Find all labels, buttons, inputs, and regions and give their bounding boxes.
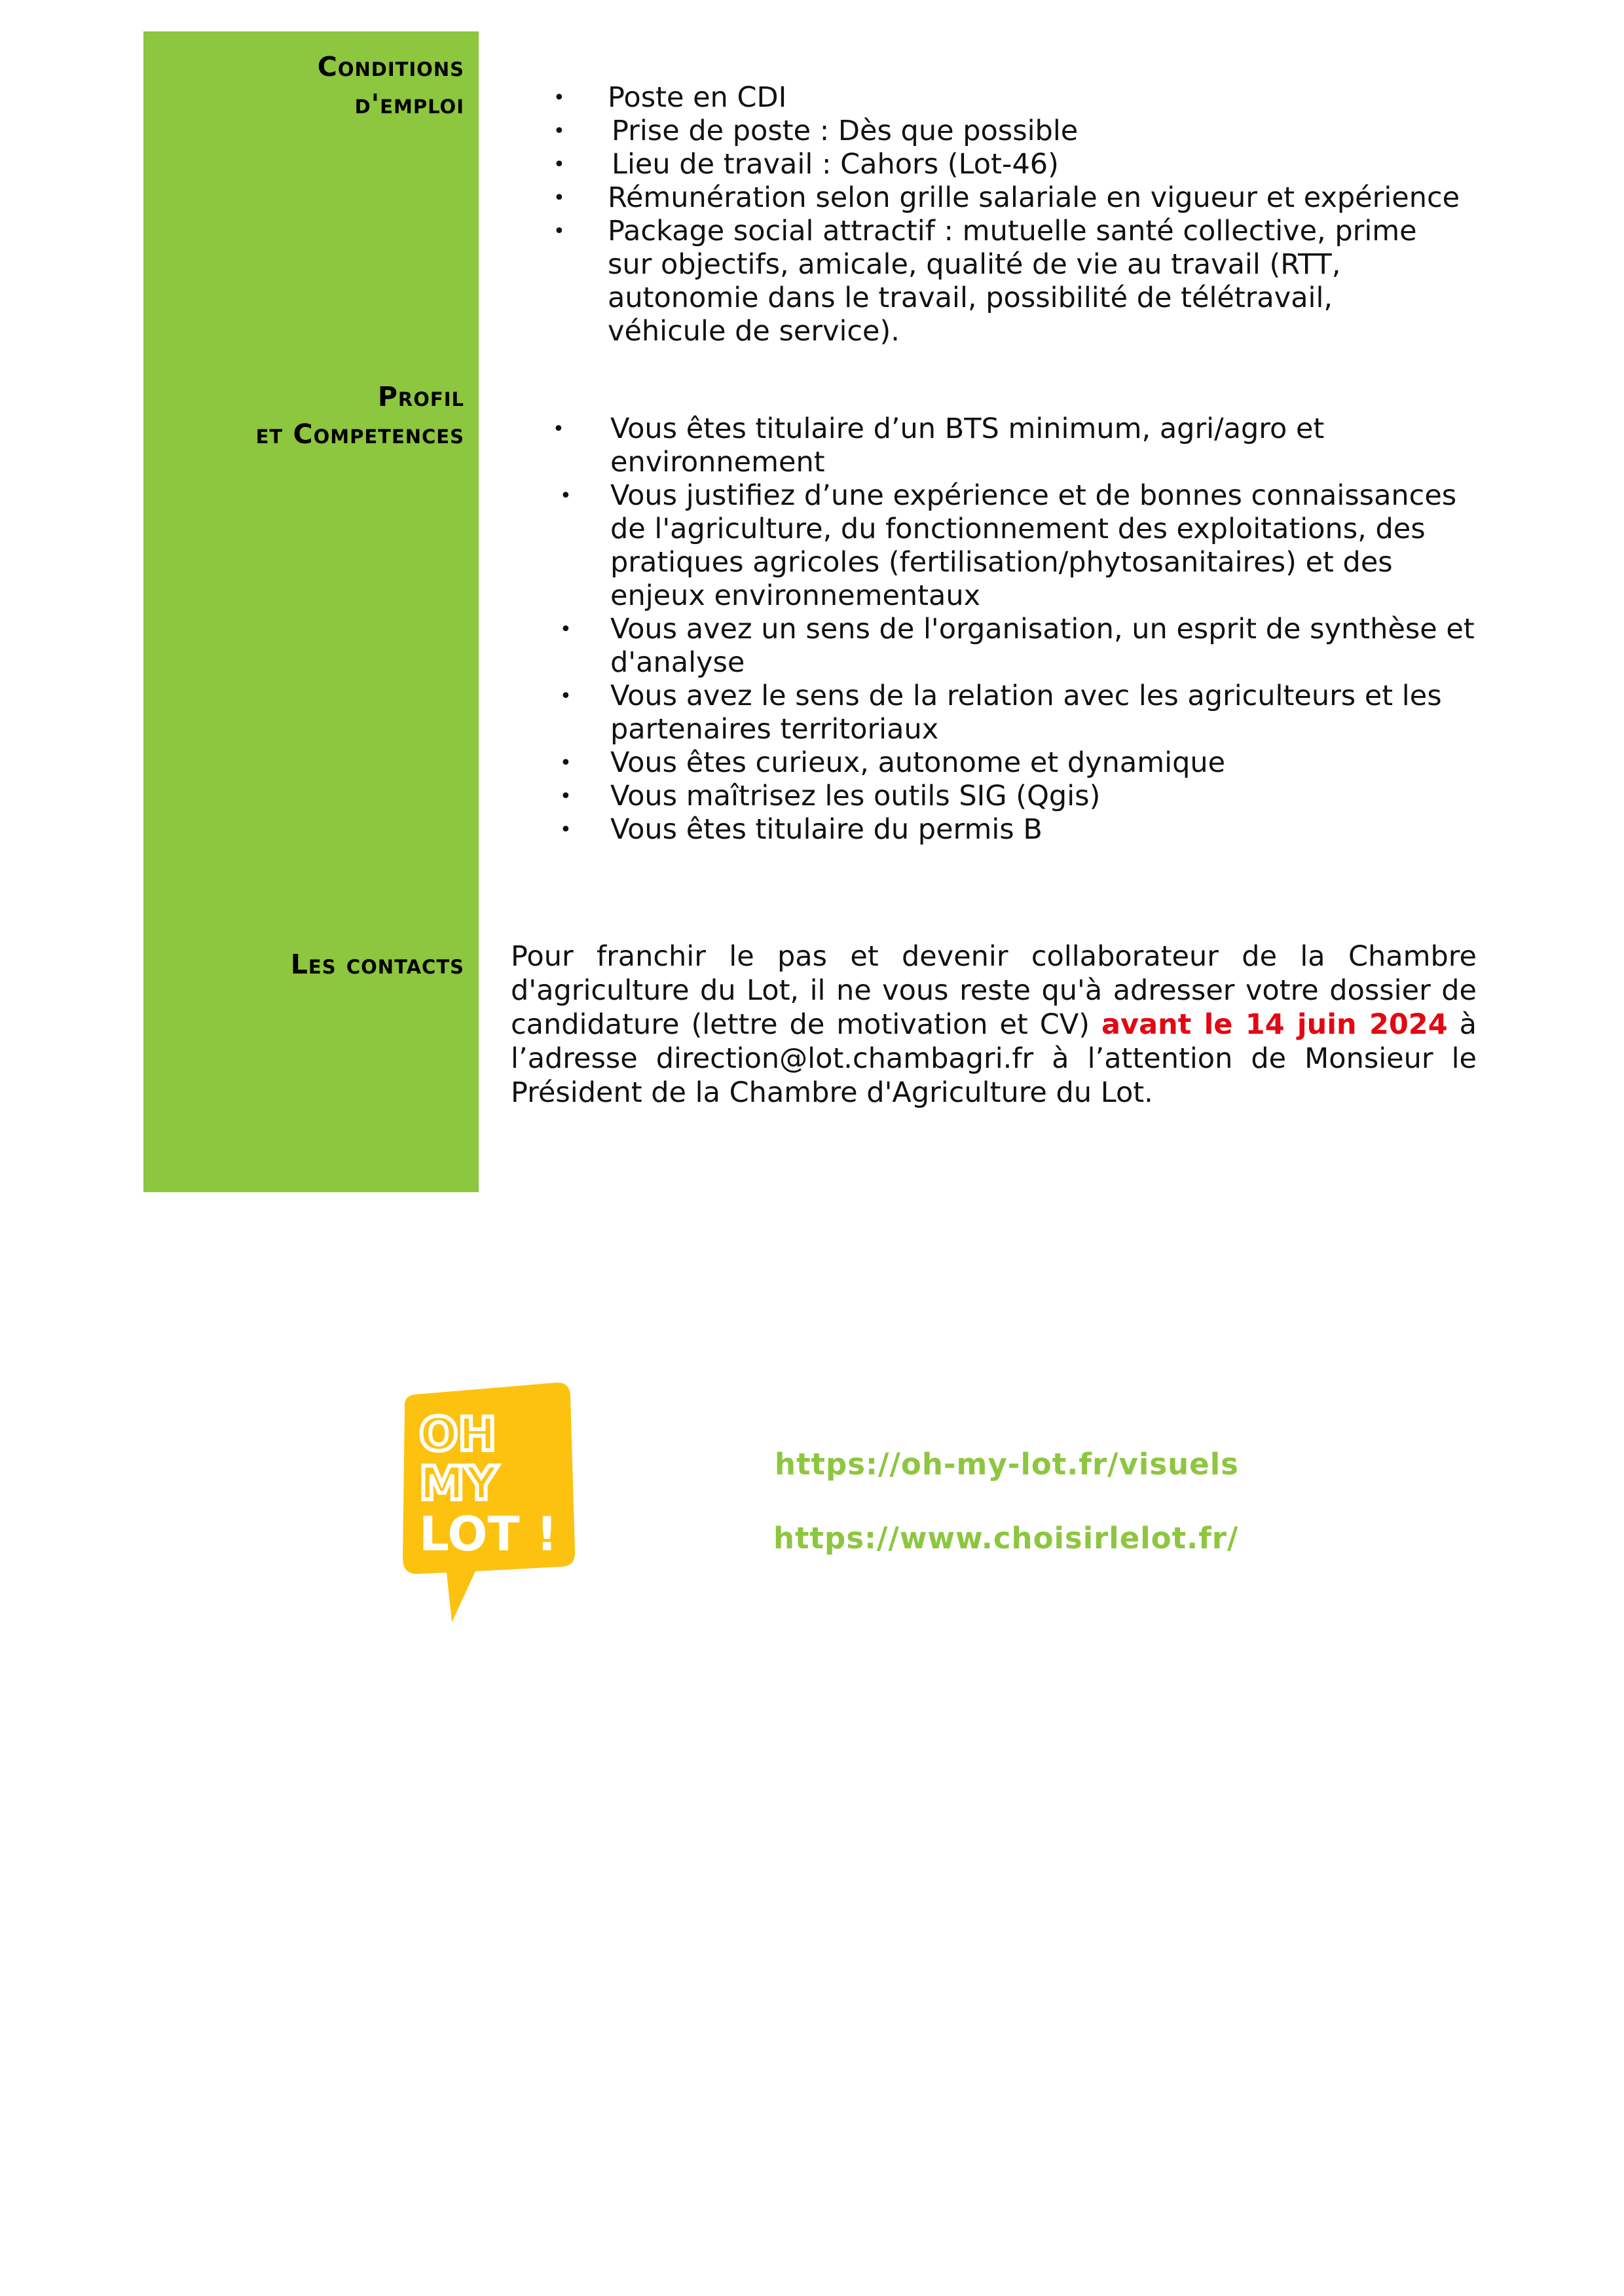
list-item: • Vous êtes titulaire d’un BTS minimum, agri/agro et environnement [553, 412, 1325, 479]
conditions-title-line1: Conditions [317, 51, 464, 82]
contacts-paragraph: Pour franchir le pas et devenir collaborateur de la Chambre d'agriculture du Lot, il ne vous reste qu'à adresser votre dossier de candidature (lettre de motivation et CV) avant le 14 juin 2024 à l’adresse direction@lot.chambagri.fr à l’attention de Monsieur le Président de la Chambre d'Agriculture du Lot. [511, 940, 1477, 1109]
oh-my-lot-logo [392, 1381, 578, 1624]
list-item: • Vous maîtrisez les outils SIG (Qgis) [560, 780, 1101, 812]
deadline-highlight: avant le 14 juin 2024 [1101, 1008, 1448, 1041]
list-item: • Package social attractif : mutuelle santé collective, prime sur objectifs, amicale, qualité de vie au travail (RTT, autonomie dans le travail, possibilité de télétravail, véhicule de service). [553, 215, 1417, 348]
profil-title-line2: et Competences [255, 418, 464, 450]
conditions-list [553, 81, 1472, 348]
profil-list [553, 412, 1481, 847]
list-item: • Prise de poste : Dès que possible [553, 115, 1079, 147]
logo-text-my: MY [419, 1457, 498, 1510]
list-item: • Rémunération selon grille salariale en vigueur et expérience [553, 181, 1460, 214]
list-item: • Vous avez le sens de la relation avec les agriculteurs et les partenaires territoriaux [560, 680, 1442, 746]
link-choisirlelot[interactable]: https://www.choisirlelot.fr/ [773, 1521, 1239, 1556]
list-item: • Vous êtes curieux, autonome et dynamique [560, 746, 1226, 779]
logo-text-oh: OH [419, 1408, 497, 1461]
list-item: • Vous justifiez d’une expérience et de bonnes connaissances de l'agriculture, du fonctionnement des exploitations, des pratiques agricoles (fertilisation/phytosanitaires) et des enjeux environnementaux [560, 479, 1457, 612]
list-item: • Poste en CDI [553, 81, 787, 114]
conditions-title-line2: d'emploi [354, 88, 464, 120]
profil-title-line1: Profil [377, 381, 464, 412]
section-title-profil [256, 378, 464, 453]
section-title-contacts [291, 946, 464, 983]
list-item: • Vous êtes titulaire du permis B [560, 813, 1043, 846]
list-item: • Lieu de travail : Cahors (Lot-46) [553, 148, 1059, 181]
section-title-conditions [318, 48, 464, 123]
sidebar-green-band [143, 31, 479, 1192]
contacts-title: Les contacts [290, 949, 464, 980]
logo-text-lot: LOT ! [419, 1506, 558, 1561]
list-item: • Vous avez un sens de l'organisation, un esprit de synthèse et d'analyse [560, 613, 1475, 679]
link-visuels[interactable]: https://oh-my-lot.fr/visuels [775, 1447, 1239, 1482]
